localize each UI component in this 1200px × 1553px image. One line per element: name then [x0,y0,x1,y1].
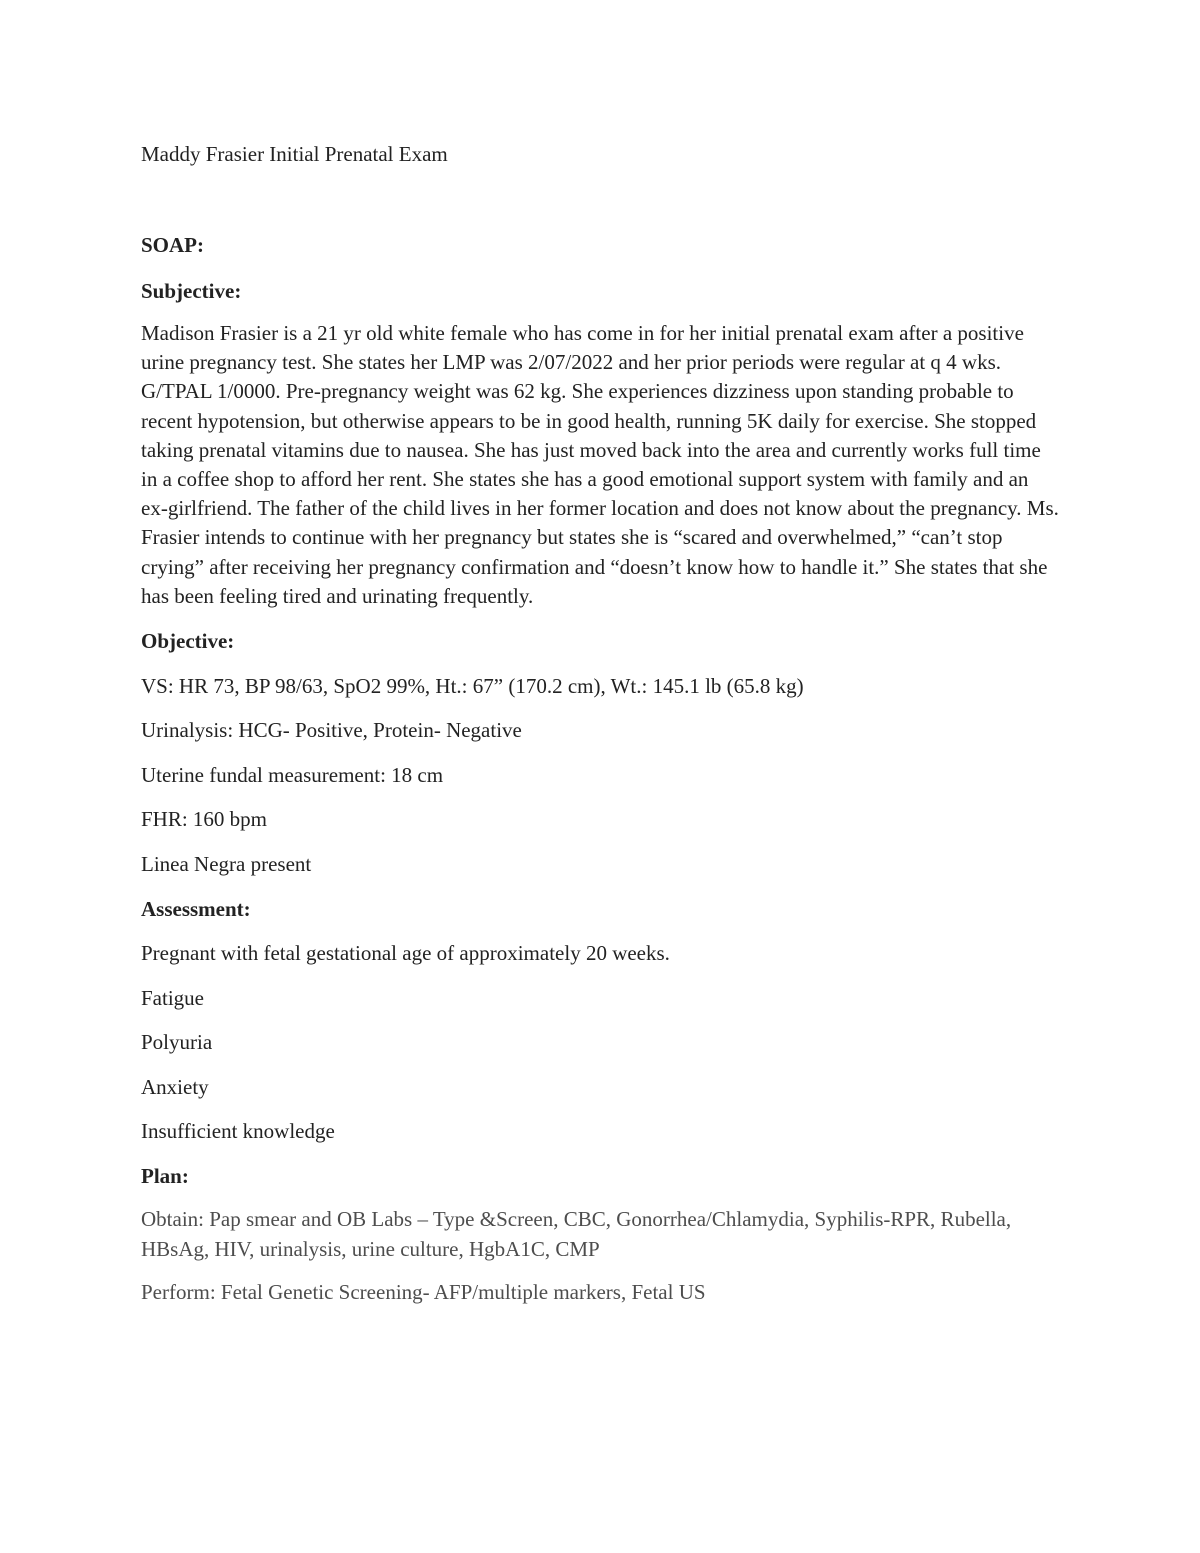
assessment-heading: Assessment: [141,896,251,921]
plan-item-perform: Perform: Fetal Genetic Screening- AFP/multiple markers, Fetal US [141,1280,706,1305]
assessment-item-gestational-age: Pregnant with fetal gestational age of approximately 20 weeks. [141,941,670,966]
assessment-item-polyuria: Polyuria [141,1030,213,1055]
objective-linea-negra: Linea Negra present [141,851,312,876]
document-page [141,139,1066,1308]
subjective-paragraph: Madison Frasier is a 21 yr old white female who has come in for her initial prenatal exam after a positive urine pregnancy test. She states her LMP was 2/07/2022 and her prior periods were regular at q 4 wks. G/TPAL 1/0000. Pre-pregnancy weight was 62 kg. She experiences dizziness upon standing probable to recent hypotension, but otherwise appears to be in good health, running 5K daily for exercise. She stopped taking prenatal vitamins due to nausea. She has just moved back into the area and currently works full time in a coffee shop to afford her rent. She states she has a good emotional support system with family and an ex-girlfriend. The father of the child lives in her former location and does not know about the pregnancy. Ms. Frasier intends to continue with her pregnancy but states she is “scared and overwhelmed,” “can’t stop crying” after receiving her pregnancy confirmation and “doesn’t know how to handle it.” She states that she has been feeling tired and urinating frequently. [141,321,1059,608]
plan-item-obtain: Obtain: Pap smear and OB Labs – Type &Screen, CBC, Gonorrhea/Chlamydia, Syphilis-RPR, Rubella, HBsAg, HIV, urinalysis, urine culture, HgbA1C, CMP [141,1207,1012,1261]
objective-heading: Objective: [141,629,235,654]
objective-fundal-measurement: Uterine fundal measurement: 18 cm [141,762,444,787]
assessment-item-anxiety: Anxiety [141,1074,209,1099]
document-title: Maddy Frasier Initial Prenatal Exam [141,142,448,166]
assessment-item-fatigue: Fatigue [141,985,204,1010]
objective-vital-signs: VS: HR 73, BP 98/63, SpO2 99%, Ht.: 67” (170.2 cm), Wt.: 145.1 lb (65.8 kg) [141,673,804,698]
objective-urinalysis: Urinalysis: HCG- Positive, Protein- Negative [141,718,522,743]
objective-fhr: FHR: 160 bpm [141,807,268,832]
soap-heading: SOAP: [141,233,204,257]
subjective-heading: Subjective: [141,279,242,303]
assessment-item-knowledge: Insufficient knowledge [141,1119,335,1144]
plan-heading: Plan: [141,1164,189,1189]
